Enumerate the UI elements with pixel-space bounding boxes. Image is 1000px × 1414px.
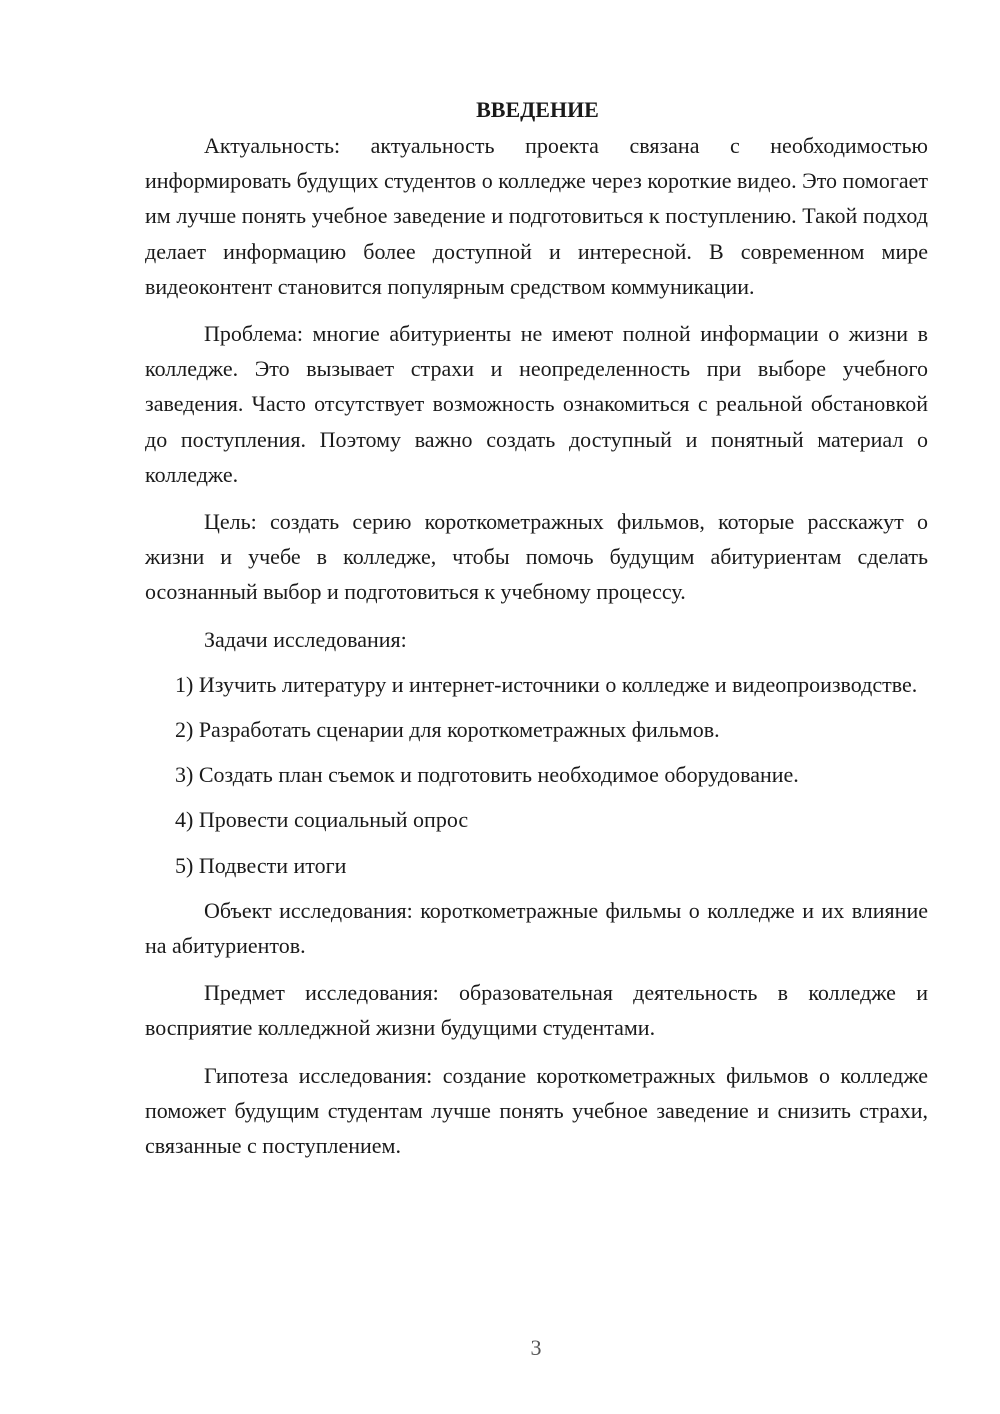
page-number: 3 [530, 1335, 542, 1360]
paragraph-problem: Проблема: многие абитуриенты не имеют полной информации о жизни в колледже. Это вызывает страхи и неопределенность при выборе учебного заведения. Часто отсутствует возможность ознакомиться с реальной обстановкой до поступления. Поэтому важно создать доступный и понятный материал о колледже. [145, 321, 928, 487]
paragraph-subject: Предмет исследования: образовательная деятельность в колледже и восприятие колледжной жизни будущими студентами. [145, 980, 928, 1041]
tasks-list [145, 667, 928, 883]
paragraph-object: Объект исследования: короткометражные фильмы о колледже и их влияние на абитуриентов. [145, 897, 928, 959]
tasks-heading: Задачи исследования: [204, 626, 407, 652]
task-item-4: 4) Провести социальный опрос [175, 807, 469, 833]
task-item-2: 2) Разработать сценарии для короткометражных фильмов. [175, 717, 720, 743]
section-title: ВВЕДЕНИЕ [476, 97, 599, 122]
document-page [145, 92, 928, 1175]
task-item-1: 1) Изучить литературу и интернет-источники о колледже и видеопроизводстве. [175, 671, 918, 697]
task-item-5: 5) Подвести итоги [175, 852, 347, 878]
paragraph-goal: Цель: создать серию короткометражных фильмов, которые расскажут о жизни и учебе в колледже, чтобы помочь будущим абитуриентам сделать осознанный выбор и подготовиться к учебному процессу. [145, 509, 928, 605]
paragraph-relevance: Актуальность: актуальность проекта связана с необходимостью информировать будущих студентов о колледже через короткие видео. Это помогает им лучше понять учебное заведение и подготовиться к поступлению. Такой подход делает информацию более доступной и интересной. В современном мире видеоконтент становится популярным средством коммуникации. [145, 133, 928, 299]
paragraph-hypothesis: Гипотеза исследования: создание короткометражных фильмов о колледже поможет будущим студентам лучше понять учебное заведение и снизить страхи, связанные с поступлением. [145, 1062, 928, 1159]
task-item-3: 3) Создать план съемок и подготовить необходимое оборудование. [175, 762, 799, 788]
